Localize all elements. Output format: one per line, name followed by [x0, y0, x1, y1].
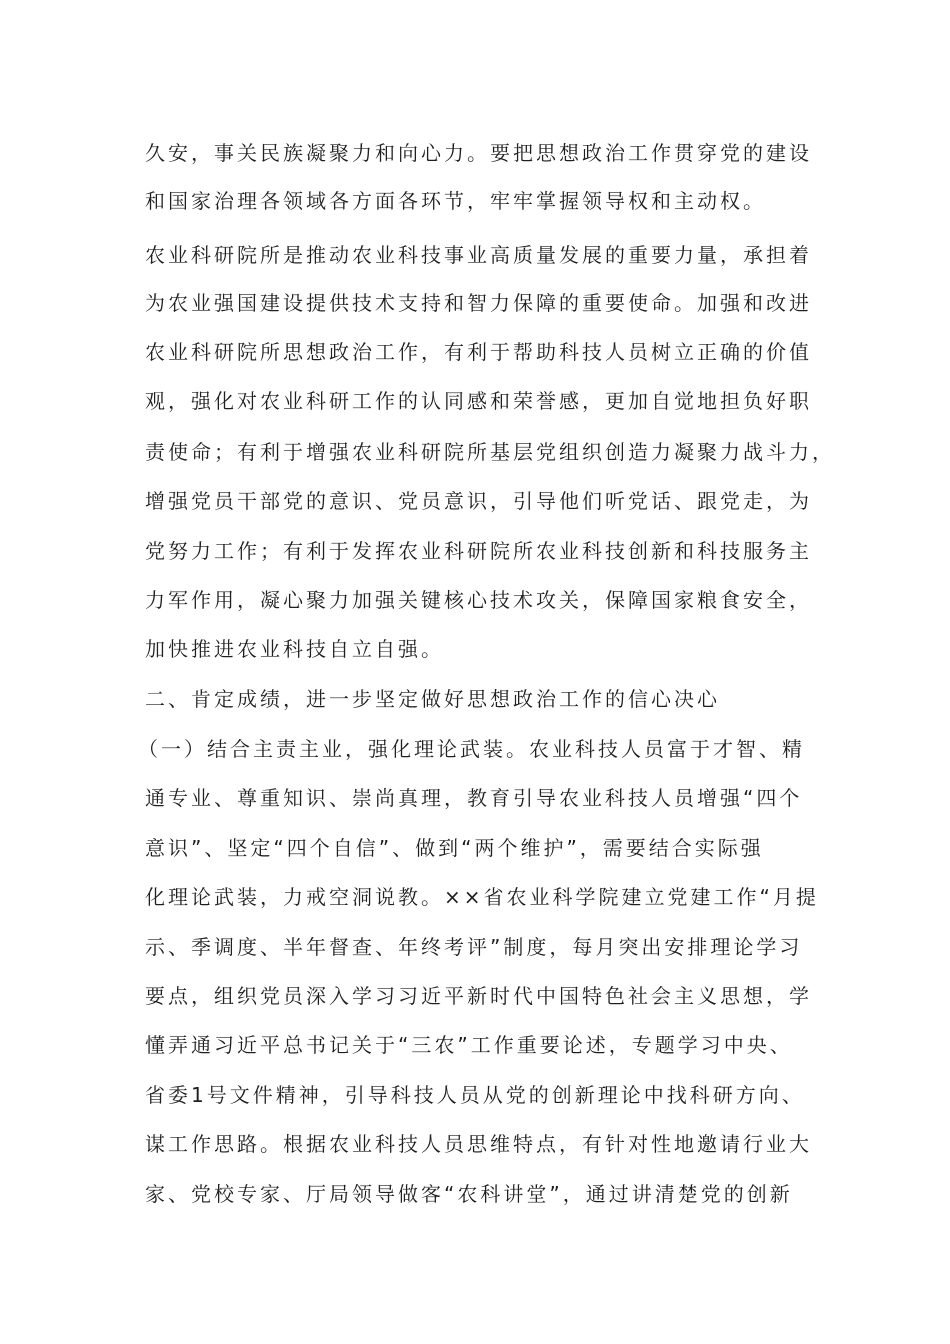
text-line: 党努力工作；有利于发挥农业科研院所农业科技创新和科技服务主 — [145, 539, 812, 563]
text-line: 为农业强国建设提供技术支持和智力保障的重要使命。加强和改进 — [145, 291, 812, 315]
text-line: 懂弄通习近平总书记关于“三农”工作重要论述，专题学习中央、 — [145, 1033, 793, 1057]
subsection-heading-line: （一）结合主责主业，强化理论武装。农业科技人员富于才智、精 — [138, 737, 805, 761]
text-line: 责使命；有利于增强农业科研院所基层党组织创造力凝聚力战斗力， — [145, 440, 835, 464]
text-line: 力军作用，凝心聚力加强关键核心技术攻关，保障国家粮食安全， — [145, 588, 812, 612]
text-line: 久安，事关民族凝聚力和向心力。要把思想政治工作贯穿党的建设 — [145, 141, 812, 165]
text-line: 加快推进农业科技自立自强。 — [145, 637, 444, 661]
text-line: 意识”、坚定“四个自信”、做到“两个维护”，需要结合实际强 — [145, 836, 764, 860]
section-heading: 二、肯定成绩，进一步坚定做好思想政治工作的信心决心 — [145, 687, 720, 711]
text-line: 示、季调度、半年督查、年终考评”制度，每月突出安排理论学习 — [145, 935, 803, 959]
text-line: 和国家治理各领域各方面各环节，牢牢掌握领导权和主动权。 — [145, 189, 766, 213]
text-line: 要点，组织党员深入学习习近平新时代中国特色社会主义思想，学 — [145, 984, 812, 1008]
text-line: 通专业、尊重知识、崇尚真理，教育引导农业科技人员增强“四个 — [145, 786, 803, 810]
text-line: 家、党校专家、厅局领导做客“农科讲堂”，通过讲清楚党的创新 — [145, 1182, 793, 1206]
text-line: 农业科研院所思想政治工作，有利于帮助科技人员树立正确的价值 — [145, 340, 812, 364]
text-line: 观，强化对农业科研工作的认同感和荣誉感，更加自觉地担负好职 — [145, 389, 812, 413]
text-line: 农业科研院所是推动农业科技事业高质量发展的重要力量，承担着 — [145, 243, 812, 267]
text-line: 化理论武装，力戒空洞说教。××省农业科学院建立党建工作“月提 — [145, 885, 819, 909]
text-line: 省委1号文件精神，引导科技人员从党的创新理论中找科研方向、 — [145, 1083, 805, 1107]
text-line: 增强党员干部党的意识、党员意识，引导他们听党话、跟党走，为 — [145, 489, 812, 513]
text-line: 谋工作思路。根据农业科技人员思维特点，有针对性地邀请行业大 — [145, 1132, 812, 1156]
